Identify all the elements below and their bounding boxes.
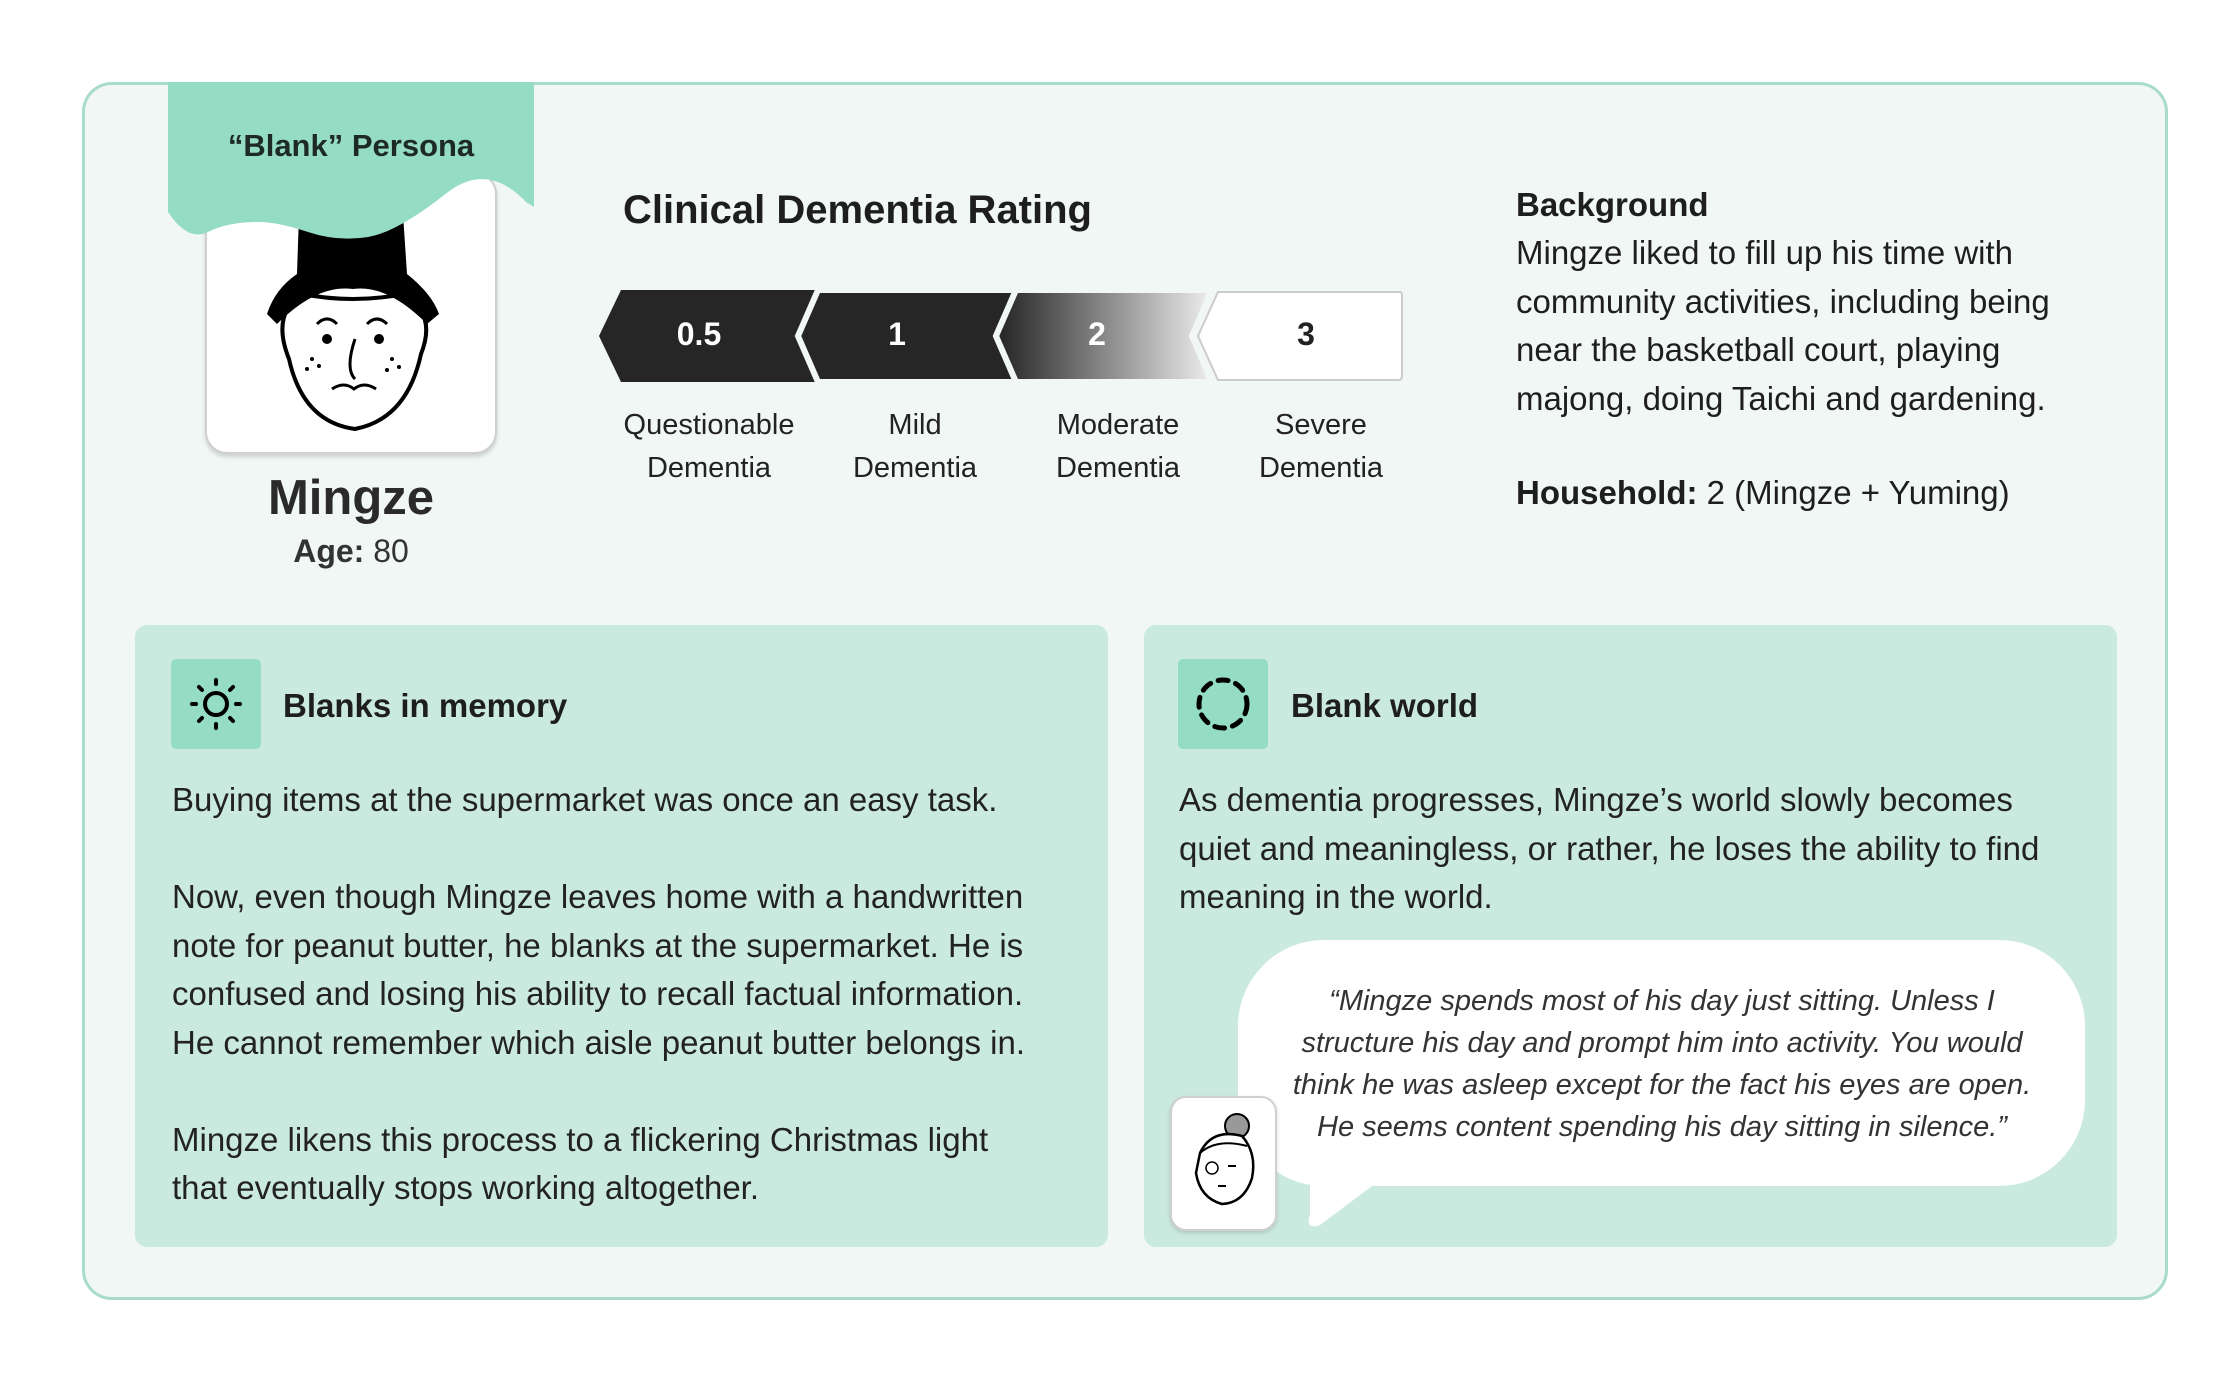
household: Household: 2 (Mingze + Yuming) bbox=[1516, 474, 2010, 511]
blanks-in-memory-panel bbox=[135, 625, 1108, 1247]
age-value: 80 bbox=[373, 533, 409, 569]
cdr-value: 2 bbox=[1088, 316, 1106, 352]
woman-with-bun-icon bbox=[1172, 1098, 1275, 1229]
age-label: Age: bbox=[293, 533, 365, 569]
flicker-light-icon bbox=[171, 659, 261, 749]
cdr-label: Mild Dementia bbox=[852, 409, 978, 484]
world-text: As dementia progresses, Mingze’s world slowly becomes quiet and meaningless, or rather, he loses the ability to find meaning in the world. bbox=[1179, 781, 2040, 915]
persona-ribbon-label: “Blank” Persona bbox=[227, 128, 475, 163]
persona-name: Mingze bbox=[267, 471, 435, 525]
panel-title: Blanks in memory bbox=[283, 687, 568, 724]
cdr-label: Severe Dementia bbox=[1258, 409, 1384, 484]
background-title: Background bbox=[1516, 186, 1709, 223]
background-text: Mingze liked to fill up his time with community activities, including being near the basketball court, playing majong, doing Taichi and gardening. bbox=[1516, 234, 2050, 417]
caregiver-avatar bbox=[1170, 1096, 1277, 1231]
cdr-value: 1 bbox=[888, 316, 906, 352]
cdr-title: Clinical Dementia Rating bbox=[623, 188, 1092, 232]
cdr-value: 3 bbox=[1297, 316, 1315, 352]
dashed-circle-icon bbox=[1178, 659, 1268, 749]
cdr-value: 0.5 bbox=[676, 316, 722, 352]
cdr-label: Questionable Dementia bbox=[623, 409, 795, 484]
caregiver-quote: “Mingze spends most of his day just sitting. Unless I structure his day and prompt him into activity. You would think he was asleep except for the fact his eyes are open. He seems content spending his day sitting in silence.” bbox=[1292, 985, 2032, 1143]
panel-title: Blank world bbox=[1291, 687, 1479, 724]
memory-text: Buying items at the supermarket was once an easy task. Now, even though Mingze leaves home with a handwritten note for peanut butter, he blanks at the supermarket. He is confused and losing his ability to recall factual information. He cannot remember which aisle peanut butter belongs in. Mingze likens this process to a flickering Christmas light that eventually stops working altogether. bbox=[172, 781, 1025, 1206]
persona-age bbox=[205, 533, 497, 570]
cdr-label: Moderate Dementia bbox=[1055, 409, 1181, 484]
